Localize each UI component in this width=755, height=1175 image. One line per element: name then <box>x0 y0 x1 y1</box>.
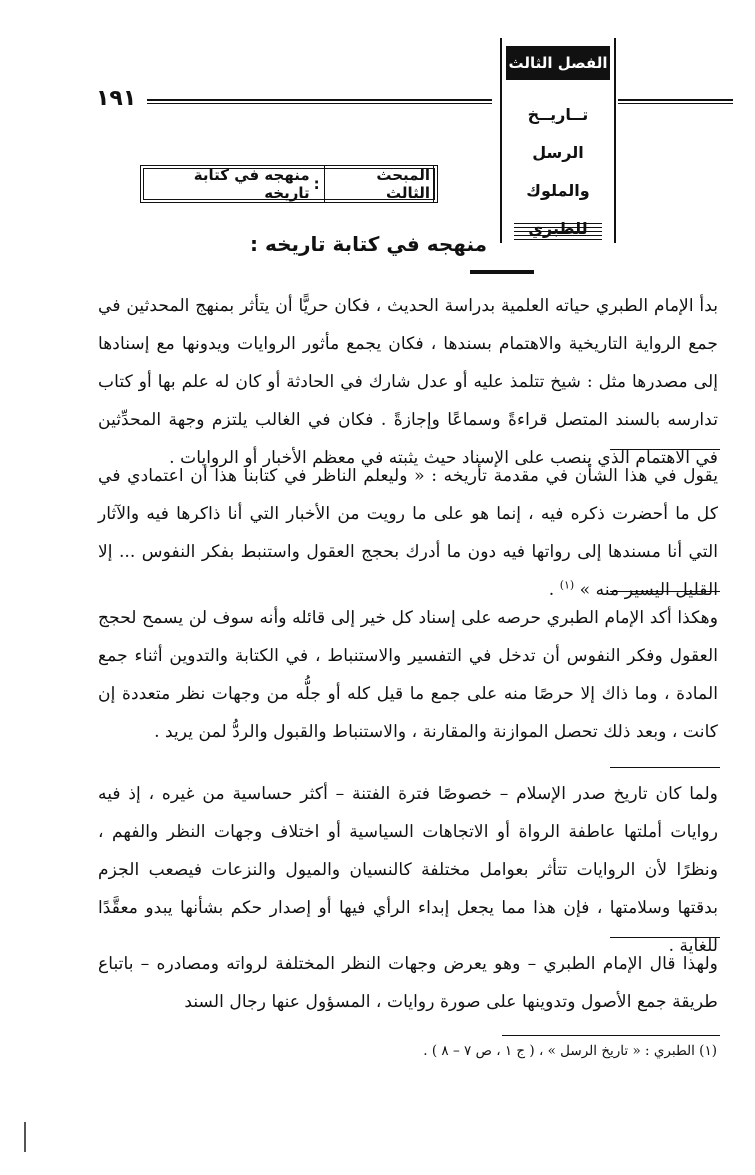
body-paragraph-4: ولما كان تاريخ صدر الإسلام – خصوصًا فترة الفتنة – أكثر حساسية من غيره ، إذ فيه روايات أملتها عاطفة الرواة أو الاتجاهات السياسية أو اختلاف وجهات النظر والفهم ، ونظرًا لأن الروايات تتأثر بعوامل مختلفة كالنسيان والميول والنزعات فيصعب الجزم بدقتها وسلامتها ، فإن هذا مما يجعل إبداء الرأي فيها أو إصدار حكم بشأنها يبدو معقَّدًا للغاية . <box>98 784 718 956</box>
header-rule-right <box>618 99 733 104</box>
footnote-rule <box>502 1035 720 1036</box>
chapter-box <box>500 38 616 243</box>
section-heading: منهجه في كتابة تاريخه : <box>249 232 487 256</box>
paragraph-2-end: . <box>548 580 560 600</box>
section-label: المبحث الثالث <box>324 165 434 203</box>
body-paragraph-1: بدأ الإمام الطبري حياته العلمية بدراسة الحديث ، فكان حريًّا أن يتأثر بمنهج المحدثين في جمع الرواية التاريخية والاهتمام بسندها ، فكان يجمع مأثور الروايات ويدونها مع إسنادها إلى مصدرها مثل : شيخ تتلمذ عليه أو عدل شارك في الحادثة أو كان له علم بها أو كتاب تدارسه بالسند المتصل قراءةً وسماعًا وإجازةً . فكان في الغالب يلتزم وجهة المحدِّثين في الاهتمام الذي ينصب على الإسناد حيث يثبته في معظم الأخبار أو الروايات . <box>98 296 718 468</box>
footnote: (١) الطبري : « تاريخ الرسل » ، ( ج ١ ، ص ٧ – ٨ ) . <box>423 1043 717 1059</box>
section-inner <box>143 168 435 200</box>
footnote-reference: (١) <box>559 578 575 592</box>
chapter-title-line2: والملوك للطبري <box>526 181 590 238</box>
paragraph-2-text: يقول في هذا الشأن في مقدمة تأريخه : « وليعلم الناظر في كتابنا هذا أن اعتمادي في كل ما أحضرت ذكره فيه ، إنما هو على ما رويت من الأخبار التي أنا ذاكرها فيه والآثار التي أنا مسندها إلى رواتها فيه دون ما أدرك بحجج العقول واستنبط بفكر النفوس ... إلا القليل اليسير منه » <box>98 466 718 600</box>
page-number: ١٩١ <box>96 86 137 111</box>
paragraph-separator <box>610 767 720 768</box>
section-colon: : <box>313 175 320 193</box>
chapter-decorative-lines <box>514 223 602 243</box>
body-paragraph-3: وهكذا أكد الإمام الطبري حرصه على إسناد كل خير إلى قائله وأنه سوف لن يسمح لحجج العقول وفكر النفوس أن تدخل في التفسير والاستنباط ، في الكتابة والتدوين أثناء جمع المادة ، وما ذاك إلا حرصًا منه على جمع ما قيل كله أو جلُّه من وجهات نظر متعددة إن كانت ، وبعد ذلك تحصل الموازنة والمقارنة ، والاستنباط والقبول والردُّ لمن يريد . <box>98 608 718 742</box>
chapter-title-line1: تــاريــخ الرسل <box>527 105 589 162</box>
scan-margin-mark <box>24 1122 26 1152</box>
section-title: منهجه في كتابة تاريخه <box>193 166 310 202</box>
body-paragraph-2 <box>98 457 718 609</box>
section-box <box>140 165 438 203</box>
body-paragraph-5: ولهذا قال الإمام الطبري – وهو يعرض وجهات النظر المختلفة لرواته ومصادره – باتباع طريقة جمع الأصول وتدوينها على صورة روايات ، المسؤول عنها رجال السند <box>98 954 718 1012</box>
chapter-label: الفصل الثالث <box>506 46 610 80</box>
header-rule-left <box>147 99 492 104</box>
heading-underline <box>470 270 534 274</box>
